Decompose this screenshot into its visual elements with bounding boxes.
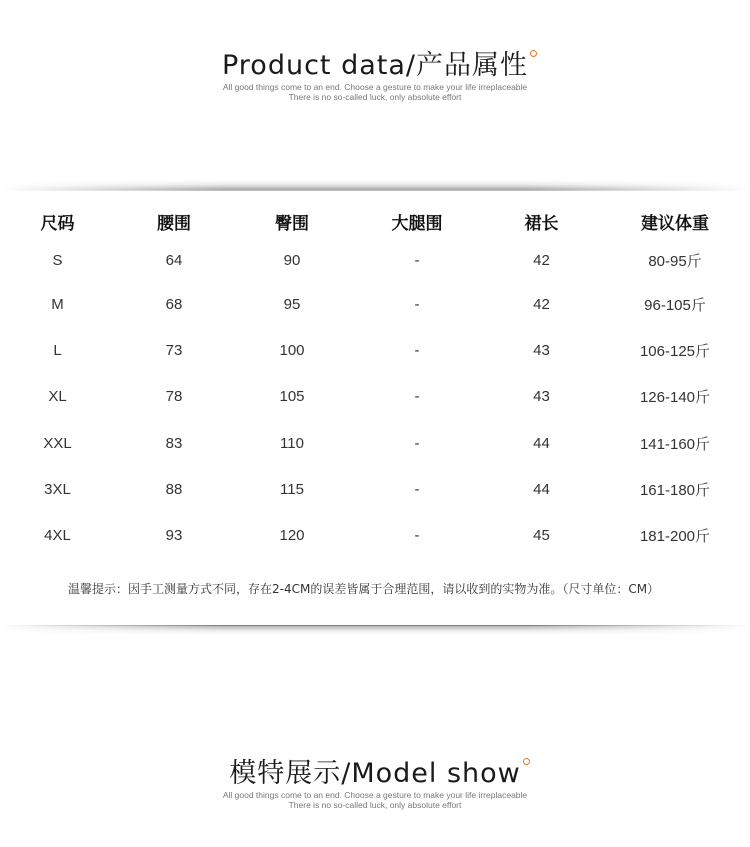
- ring-ornament-icon: [530, 50, 537, 57]
- cell-skirt-length: 43: [533, 341, 550, 359]
- cell-skirt-length: 42: [533, 295, 550, 313]
- table-row: [0, 327, 750, 373]
- cell-skirt-length: 45: [533, 527, 550, 545]
- cell-hip: 115: [280, 480, 304, 498]
- cell-thigh: -: [414, 341, 420, 359]
- cell-thigh: -: [414, 251, 420, 269]
- cell-weight: 126-140斤: [639, 389, 711, 407]
- product-data-title-wrap: [222, 50, 528, 82]
- cell-hip: 95: [283, 295, 301, 313]
- cell-weight: 161-180斤: [639, 481, 711, 499]
- cell-size: M: [51, 295, 64, 313]
- cell-hip: 110: [280, 434, 304, 452]
- cell-hip: 100: [279, 341, 305, 359]
- cell-weight: 106-125斤: [639, 342, 711, 360]
- cell-size: 3XL: [44, 480, 71, 498]
- cell-weight: 80-95斤: [648, 252, 702, 270]
- model-show-subtitle-1: All good things come to an end. Choose a gesture to make your life irreplaceable: [222, 790, 528, 800]
- cell-skirt-length: 44: [533, 434, 550, 452]
- size-chart-header-row: [0, 203, 750, 239]
- product-data-heading: [0, 50, 750, 102]
- measurement-note: 温馨提示：因手工测量方式不同，存在2-4CM的误差皆属于合理范围，请以收到的实物为准。（尺寸单位：CM）: [68, 582, 660, 596]
- header-thigh: 大腿围: [391, 213, 443, 234]
- cell-waist: 68: [165, 295, 183, 313]
- product-data-title: Product data/产品属性: [221, 50, 528, 81]
- cell-waist: 73: [165, 341, 183, 359]
- bottom-shadow-divider: [0, 625, 750, 635]
- model-show-heading: [0, 758, 750, 810]
- cell-waist: 88: [165, 480, 183, 498]
- cell-weight: 181-200斤: [639, 528, 711, 546]
- cell-hip: 90: [283, 251, 301, 269]
- cell-size: L: [53, 341, 62, 359]
- cell-thigh: -: [414, 480, 420, 498]
- header-hip: 臀围: [275, 213, 309, 234]
- cell-size: XL: [48, 388, 67, 406]
- table-row: [0, 420, 750, 466]
- cell-waist: 93: [165, 527, 183, 545]
- cell-size: XXL: [43, 434, 72, 452]
- product-data-subtitle-2: There is no so-called luck, only absolute effort: [288, 92, 462, 102]
- table-row: [0, 512, 750, 558]
- product-data-subtitle-1: All good things come to an end. Choose a gesture to make your life irreplaceable: [222, 82, 528, 92]
- cell-thigh: -: [414, 527, 420, 545]
- cell-weight: 96-105斤: [644, 296, 706, 314]
- top-shadow-divider: [0, 180, 750, 190]
- cell-skirt-length: 44: [533, 480, 550, 498]
- header-suggested-weight: 建议体重: [641, 213, 709, 234]
- cell-skirt-length: 43: [533, 388, 550, 406]
- size-chart-table: [0, 203, 750, 559]
- top-divider-line: [0, 190, 750, 191]
- table-row: [0, 239, 750, 281]
- header-skirt-length: 裙长: [524, 213, 559, 234]
- model-show-title: 模特展示/Model show: [229, 758, 521, 789]
- model-show-title-wrap: [229, 758, 521, 790]
- cell-skirt-length: 42: [533, 251, 550, 269]
- cell-thigh: -: [414, 434, 420, 452]
- cell-weight: 141-160斤: [639, 435, 711, 453]
- table-row: [0, 281, 750, 327]
- cell-waist: 83: [165, 434, 183, 452]
- cell-size: 4XL: [44, 527, 71, 545]
- cell-hip: 105: [279, 388, 305, 406]
- cell-hip: 120: [279, 527, 305, 545]
- header-waist: 腰围: [157, 213, 191, 234]
- cell-thigh: -: [414, 295, 420, 313]
- cell-thigh: -: [414, 388, 420, 406]
- cell-waist: 64: [165, 251, 183, 269]
- table-row: [0, 466, 750, 512]
- header-size: 尺码: [40, 213, 75, 234]
- cell-waist: 78: [165, 388, 183, 406]
- table-row: [0, 374, 750, 420]
- model-show-subtitle-2: There is no so-called luck, only absolute effort: [288, 800, 462, 810]
- ring-ornament-icon: [523, 758, 530, 765]
- cell-size: S: [52, 251, 63, 269]
